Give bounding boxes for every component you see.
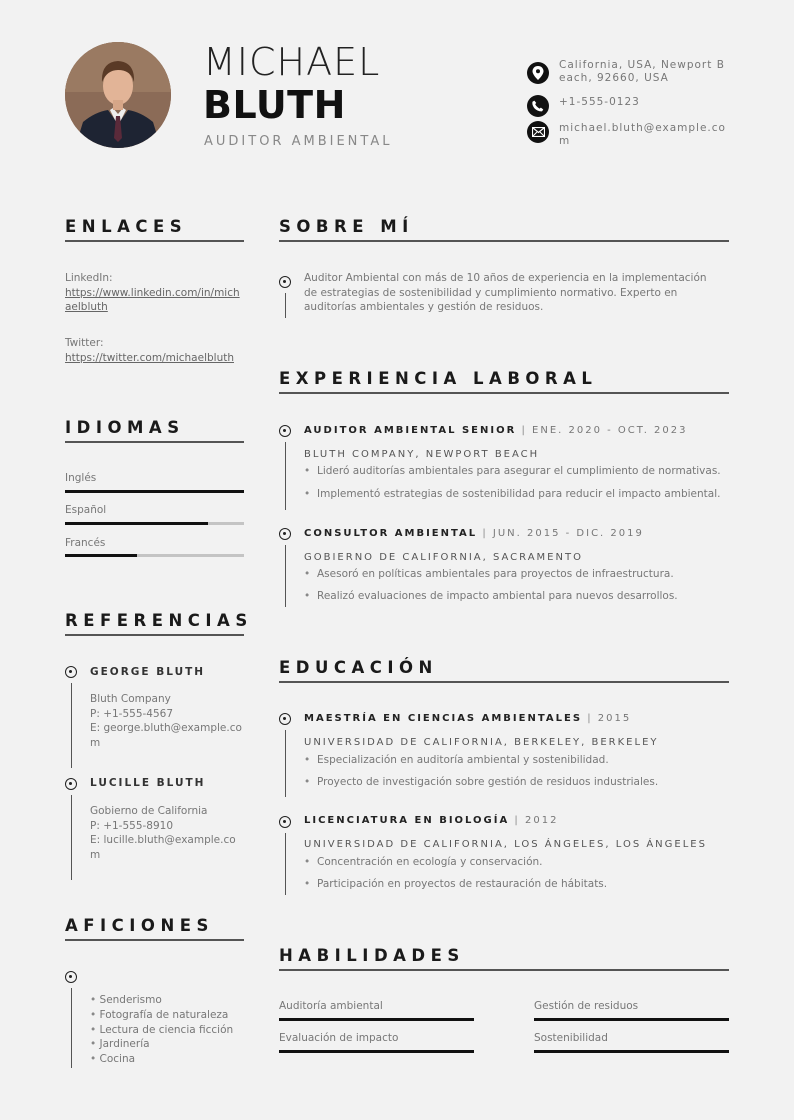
reference-company: Bluth Company — [90, 693, 171, 705]
title-separator: | — [514, 815, 520, 826]
hobbies-rule — [65, 939, 244, 941]
about-line: de estrategias de sostenibilidad y cumplimiento normativo. Experto en — [304, 286, 678, 299]
reference-name: GEORGE BLUTH — [90, 666, 206, 678]
about-heading: SOBRE MÍ — [279, 217, 414, 236]
twitter-label: Twitter: — [65, 337, 104, 349]
timeline-dot — [65, 666, 77, 678]
about-line: auditorías ambientales y gestión de residuos. — [304, 301, 544, 313]
skill-label: Gestión de residuos — [534, 1000, 639, 1012]
links-rule — [65, 240, 244, 242]
references-rule — [65, 634, 244, 636]
timeline-dot — [279, 713, 291, 725]
degree-date: 2015 — [597, 713, 632, 724]
languages-rule — [65, 441, 244, 443]
job-org: GOBIERNO DE CALIFORNIA, SACRAMENTO — [304, 552, 583, 563]
timeline-line — [71, 988, 72, 1068]
hobbies-list — [90, 993, 233, 1067]
degree-date: 2012 — [524, 815, 559, 826]
twitter-block — [65, 336, 244, 365]
reference-name: LUCILLE BLUTH — [90, 777, 206, 789]
bullet-item: • Lideró auditorías ambientales para asegurar el cumplimiento de normativas. — [317, 465, 721, 477]
phone-text: +1-555-0123 — [559, 96, 640, 108]
hobby-item: • Senderismo — [90, 993, 233, 1008]
timeline-line — [71, 795, 72, 880]
contact-email — [527, 121, 729, 148]
job-title-text: CONSULTOR AMBIENTAL — [304, 528, 478, 539]
reference-details — [90, 692, 244, 750]
job-title-text: AUDITOR AMBIENTAL SENIOR — [304, 425, 517, 436]
about-text — [304, 271, 734, 315]
degree-title-text: LICENCIATURA EN BIOLOGÍA — [304, 815, 510, 826]
reference-phone: P: +1-555-8910 — [90, 819, 174, 832]
experience-rule — [279, 392, 729, 394]
reference-email: E: george.bluth@example.com — [90, 722, 242, 749]
skill-bar — [534, 1050, 729, 1053]
reference-email: E: lucille.bluth@example.com — [90, 834, 236, 861]
contact-phone — [527, 95, 729, 117]
twitter-link[interactable]: https://twitter.com/michaelbluth — [65, 351, 234, 364]
experience-heading: EXPERIENCIA LABORAL — [279, 369, 598, 388]
about-rule — [279, 240, 729, 242]
job-title — [304, 528, 644, 539]
timeline-dot — [65, 971, 77, 983]
profile-photo — [65, 42, 171, 148]
hobby-item: • Lectura de ciencia ficción — [90, 1023, 233, 1038]
timeline-dot — [279, 816, 291, 828]
linkedin-label: LinkedIn: — [65, 272, 113, 284]
bullet-item: • Proyecto de investigación sobre gestión de residuos industriales. — [317, 776, 658, 788]
skill-bar — [279, 1050, 474, 1053]
last-name: BLUTH — [203, 83, 346, 127]
skill-label: Evaluación de impacto — [279, 1032, 399, 1044]
linkedin-block — [65, 271, 244, 315]
languages-heading: IDIOMAS — [65, 418, 185, 437]
timeline-line — [285, 833, 286, 895]
job-title — [304, 425, 688, 436]
job-date: ENE. 2020 - OCT. 2023 — [532, 425, 688, 436]
reference-company: Gobierno de California — [90, 805, 208, 817]
timeline-dot — [279, 276, 291, 288]
references-heading: REFERENCIAS — [65, 611, 253, 630]
title-separator: | — [521, 425, 527, 436]
linkedin-link[interactable]: https://www.linkedin.com/in/michaelbluth — [65, 286, 240, 313]
skill-label: Auditoría ambiental — [279, 1000, 383, 1012]
skill-label: Sostenibilidad — [534, 1032, 608, 1044]
timeline-line — [71, 683, 72, 768]
skill-bar — [279, 1018, 474, 1021]
hobby-item: • Fotografía de naturaleza — [90, 1008, 233, 1023]
mail-icon — [527, 121, 549, 143]
bullet-item: • Implementó estrategias de sostenibilidad para reducir el impacto ambiental. — [317, 488, 720, 500]
skill-bar — [534, 1018, 729, 1021]
reference-details — [90, 804, 244, 862]
phone-icon — [527, 95, 549, 117]
email-text: michael.bluth@example.com — [559, 122, 726, 147]
degree-title — [304, 713, 631, 724]
degree-title-text: MAESTRÍA EN CIENCIAS AMBIENTALES — [304, 713, 583, 724]
address-text: California, USA, Newport Beach, 92660, USA — [559, 59, 725, 84]
about-line: Auditor Ambiental con más de 10 años de experiencia en la implementación — [304, 272, 707, 284]
degree-org: UNIVERSIDAD DE CALIFORNIA, BERKELEY, BERKELEY — [304, 737, 659, 748]
skills-rule — [279, 969, 729, 971]
language-level-bar — [65, 490, 244, 493]
timeline-dot — [279, 425, 291, 437]
bullet-item: • Especialización en auditoría ambiental y sostenibilidad. — [317, 754, 609, 766]
language-level-bar — [65, 522, 244, 525]
hobby-item: • Cocina — [90, 1052, 233, 1067]
bullet-item: • Participación en proyectos de restauración de hábitats. — [317, 878, 607, 890]
bullet-item: • Asesoró en políticas ambientales para proyectos de infraestructura. — [317, 568, 674, 580]
contact-address — [527, 59, 729, 85]
title-separator: | — [482, 528, 488, 539]
timeline-line — [285, 545, 286, 607]
timeline-dot — [65, 778, 77, 790]
education-rule — [279, 681, 729, 683]
job-org: BLUTH COMPANY, NEWPORT BEACH — [304, 449, 540, 460]
skills-heading: HABILIDADES — [279, 946, 465, 965]
degree-org: UNIVERSIDAD DE CALIFORNIA, LOS ÁNGELES, LOS ÁNGELES — [304, 839, 707, 850]
timeline-line — [285, 293, 286, 318]
timeline-line — [285, 730, 286, 797]
job-role: AUDITOR AMBIENTAL — [204, 134, 393, 149]
degree-title — [304, 815, 558, 826]
location-pin-icon — [527, 62, 549, 84]
language-level-fill — [65, 522, 208, 525]
language-level-fill — [65, 554, 137, 557]
job-date: JUN. 2015 - DIC. 2019 — [492, 528, 644, 539]
timeline-line — [285, 442, 286, 510]
hobby-item: • Jardinería — [90, 1037, 233, 1052]
language-label: Español — [65, 504, 107, 516]
language-level-bar — [65, 554, 244, 557]
hobbies-heading: AFICIONES — [65, 916, 214, 935]
first-name: MICHAEL — [203, 40, 381, 84]
language-label: Francés — [65, 537, 106, 549]
title-separator: | — [587, 713, 593, 724]
bullet-item: • Realizó evaluaciones de impacto ambiental para nuevos desarrollos. — [317, 590, 678, 602]
reference-phone: P: +1-555-4567 — [90, 707, 174, 720]
language-label: Inglés — [65, 472, 97, 484]
links-heading: ENLACES — [65, 217, 188, 236]
bullet-item: • Concentración en ecología y conservación. — [317, 856, 542, 868]
language-level-fill — [65, 490, 244, 493]
education-heading: EDUCACIÓN — [279, 658, 438, 677]
timeline-dot — [279, 528, 291, 540]
